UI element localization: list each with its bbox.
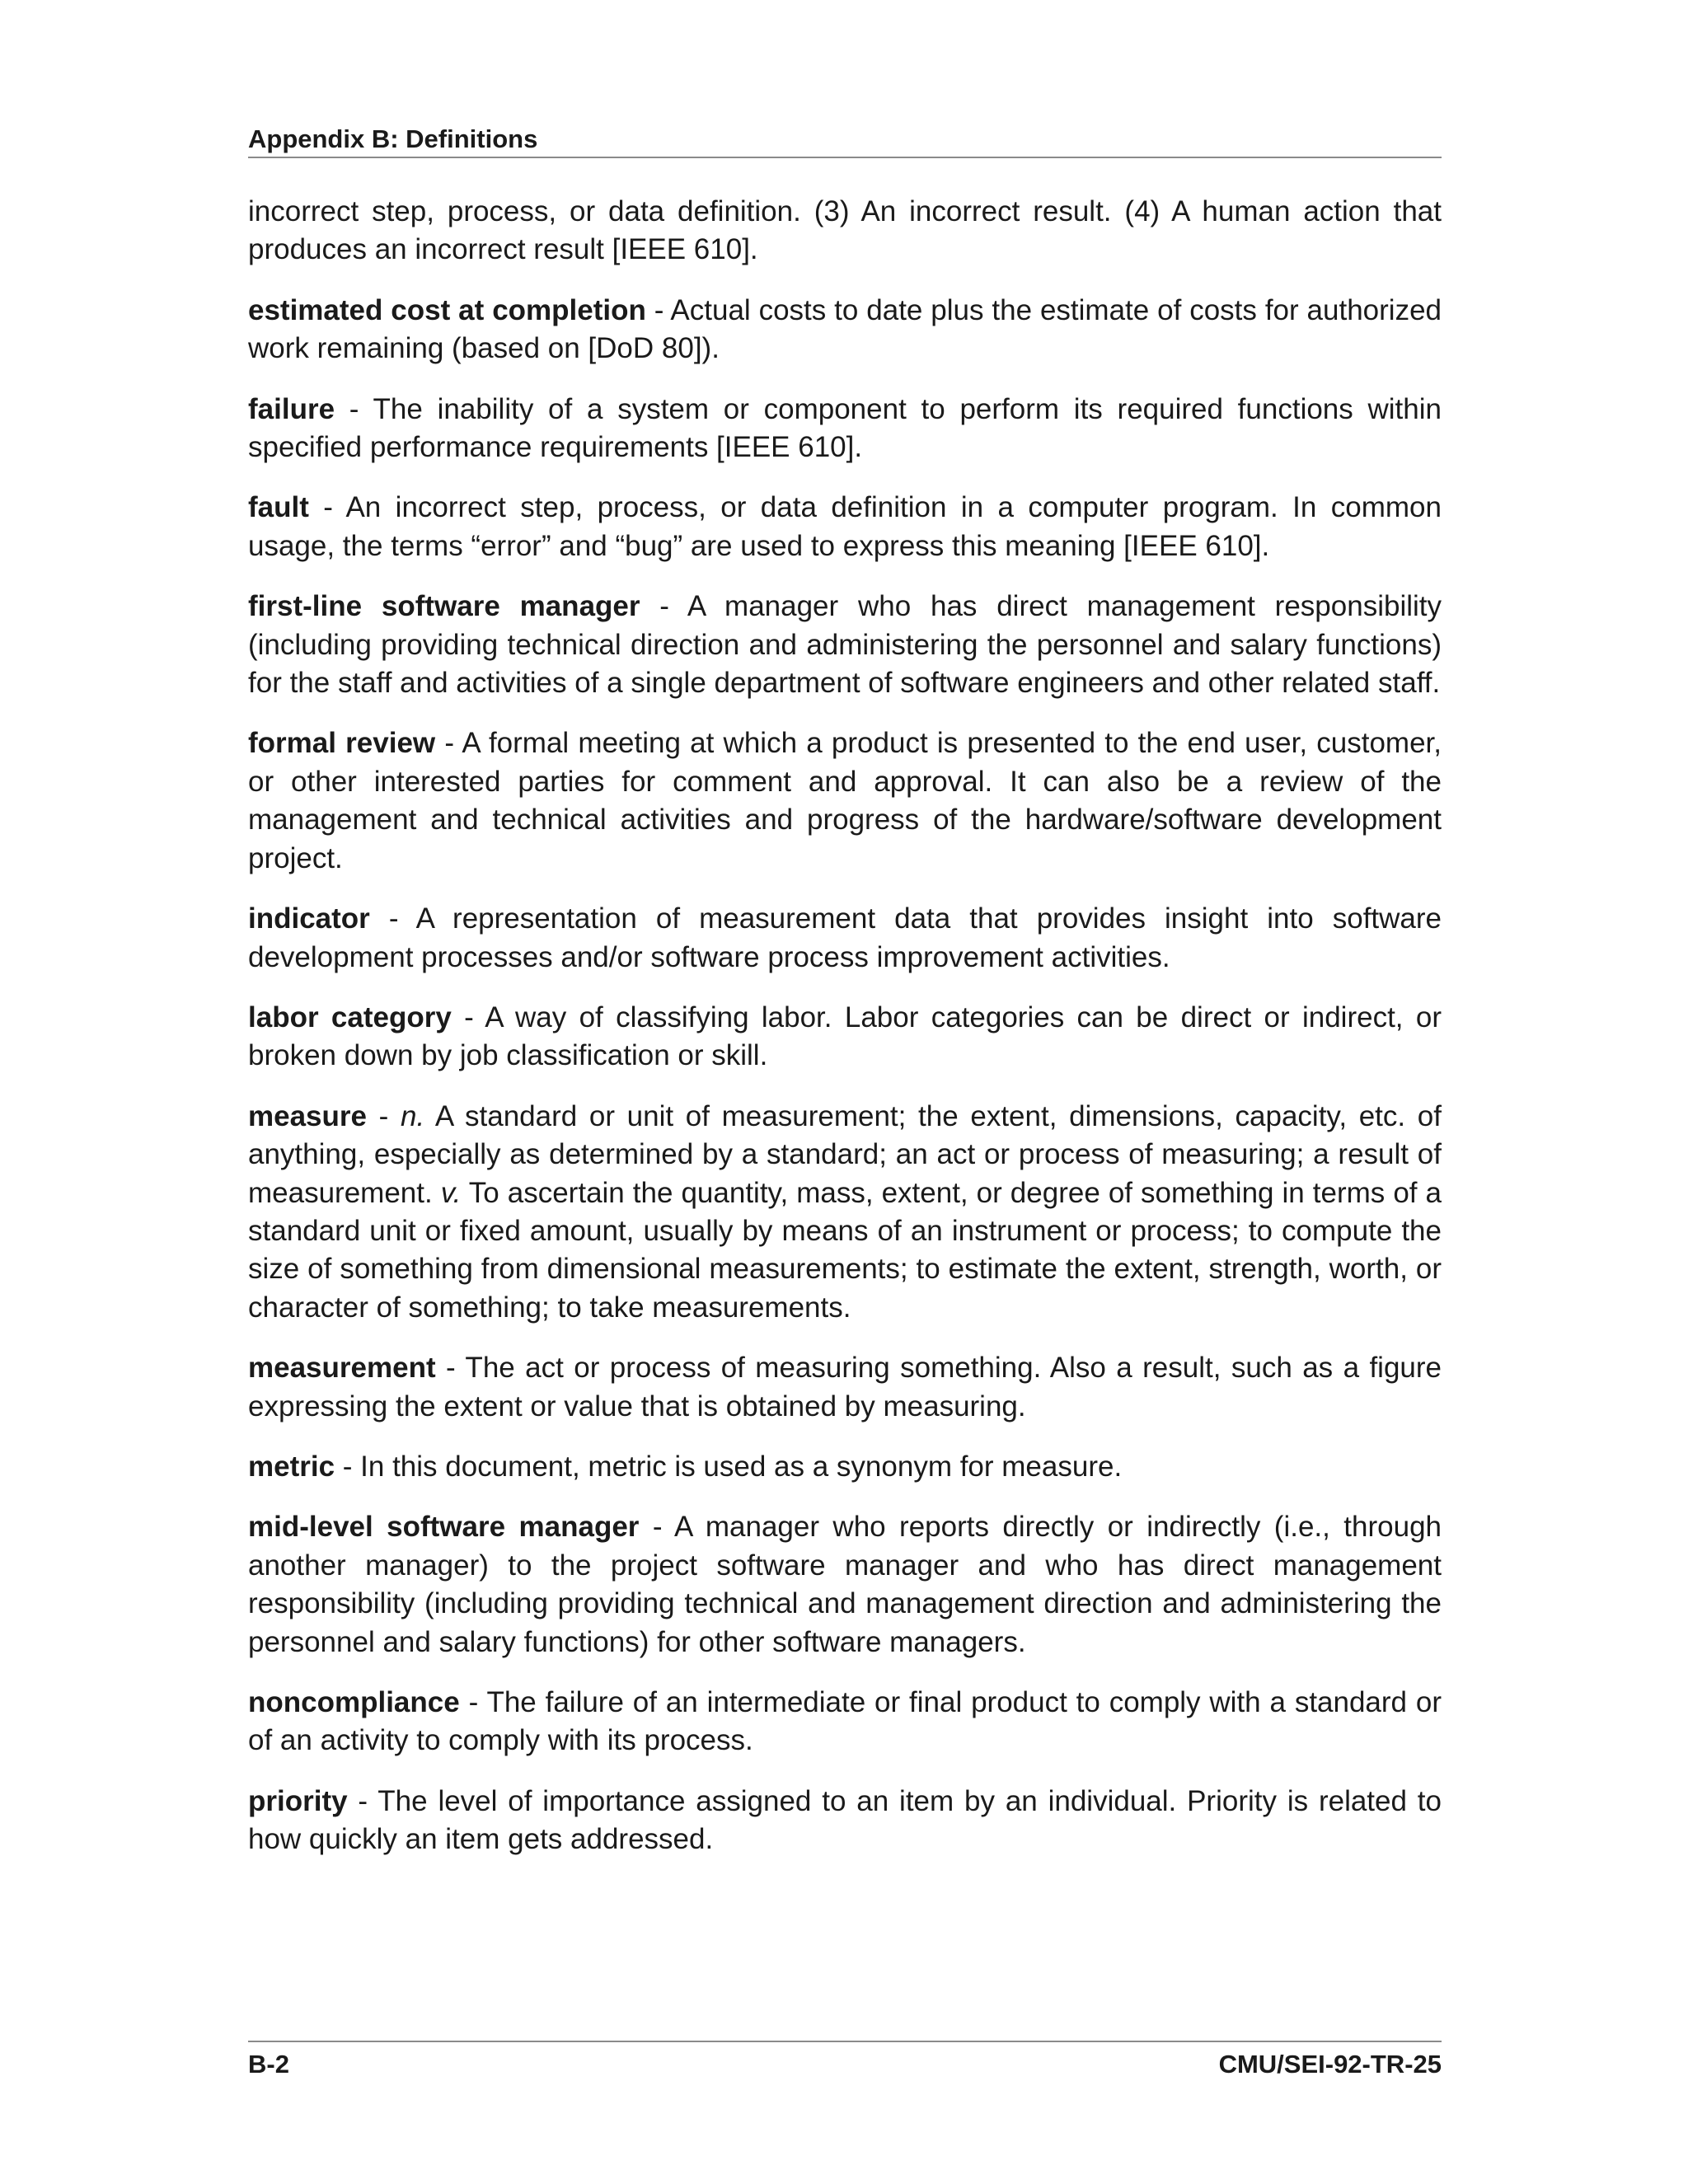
definition-noncompliance <box>248 1684 1442 1760</box>
definition-term: formal review <box>248 727 436 760</box>
definition-term: estimated cost at completion <box>248 293 646 326</box>
definition-mid-level-software-manager <box>248 1508 1442 1661</box>
definition-text: - The act or process of measuring something. Also a result, such as a figure expressing the extent or value that is obtained by measuring. <box>248 1352 1442 1422</box>
definition-term: indicator <box>248 902 370 935</box>
continuation-paragraph <box>248 193 1442 269</box>
definition-estimated-cost-at-completion <box>248 292 1442 368</box>
definition-term: first-line software manager <box>248 590 640 623</box>
definition-text: - A way of classifying labor. Labor categories can be direct or indirect, or broken down by job classification or skill. <box>248 1001 1442 1072</box>
definition-text: - A manager who has direct management responsibility (including providing technical direction and administering the personnel and salary functions) for the staff and activities of a single department of software engineers and other related staff. <box>248 590 1442 700</box>
definition-term: measure <box>248 1099 367 1132</box>
page-header-title: Appendix B: Definitions <box>248 124 538 153</box>
definitions-content <box>248 193 1442 1882</box>
document-id: CMU/SEI-92-TR-25 <box>1218 2050 1442 2079</box>
definition-text: - A representation of measurement data that provides insight into software development processes and/or software process improvement activities. <box>248 902 1442 973</box>
definition-formal-review <box>248 724 1442 878</box>
definition-failure <box>248 391 1442 467</box>
definition-fault <box>248 489 1442 565</box>
page-footer <box>248 2041 1442 2092</box>
continuation-text: incorrect step, process, or data definition. (3) An incorrect result. (4) A human action that produces an incorrect result [IEEE 610]. <box>248 195 1442 266</box>
definition-term: priority <box>248 1784 348 1817</box>
definition-term: metric <box>248 1450 335 1483</box>
part-of-speech-noun: n. <box>400 1099 425 1132</box>
definition-first-line-software-manager <box>248 588 1442 702</box>
page-header <box>248 124 1442 158</box>
definition-term: failure <box>248 392 335 425</box>
definition-text: - <box>366 1099 401 1132</box>
definition-metric <box>248 1448 1442 1486</box>
definition-term: mid-level software manager <box>248 1511 640 1544</box>
definition-text: - In this document, metric is used as a synonym for measure. <box>335 1450 1123 1483</box>
part-of-speech-verb: v. <box>440 1176 462 1209</box>
definition-term: labor category <box>248 1001 452 1033</box>
definition-term: noncompliance <box>248 1686 460 1718</box>
definition-text: - The level of importance assigned to an item by an individual. Priority is related to how quickly an item gets addressed. <box>248 1784 1442 1856</box>
page-number: B-2 <box>248 2050 289 2079</box>
definition-labor-category <box>248 999 1442 1076</box>
definition-priority <box>248 1783 1442 1859</box>
definition-indicator <box>248 900 1442 977</box>
definition-text: To ascertain the quantity, mass, extent, or degree of something in terms of a standard unit or fixed amount, usually by means of an instrument or process; to compute the size of something from dimensional measurements; to estimate the extent, strength, worth, or character of something; to take measurements. <box>248 1176 1442 1324</box>
definition-text: - The failure of an intermediate or final product to comply with a standard or of an activity to comply with its process. <box>248 1686 1442 1757</box>
definition-text: - A manager who reports directly or indirectly (i.e., through another manager) to the project software manager and who has direct management responsibility (including providing technical and management direction and administering the personnel and salary functions) for other software managers. <box>248 1511 1442 1658</box>
definition-text: - The inability of a system or component to perform its required functions within specified performance requirements [IEEE 610]. <box>248 392 1442 464</box>
definition-term: measurement <box>248 1352 436 1385</box>
definition-text: A standard or unit of measurement; the extent, dimensions, capacity, etc. of anything, especially as determined by a standard; an act or process of measuring; a result of measurement. <box>248 1099 1442 1209</box>
definition-measurement <box>248 1349 1442 1426</box>
definition-text: - An incorrect step, process, or data definition in a computer program. In common usage, the terms “error” and “bug” are used to express this meaning [IEEE 610]. <box>248 491 1442 562</box>
definition-measure <box>248 1098 1442 1327</box>
definition-term: fault <box>248 491 309 524</box>
definition-text: - Actual costs to date plus the estimate of costs for authorized work remaining (based on [DoD 80]). <box>248 293 1442 365</box>
definition-text: - A formal meeting at which a product is presented to the end user, customer, or other interested parties for comment and approval. It can also be a review of the management and technical activities and progress of the hardware/software development project. <box>248 727 1442 874</box>
